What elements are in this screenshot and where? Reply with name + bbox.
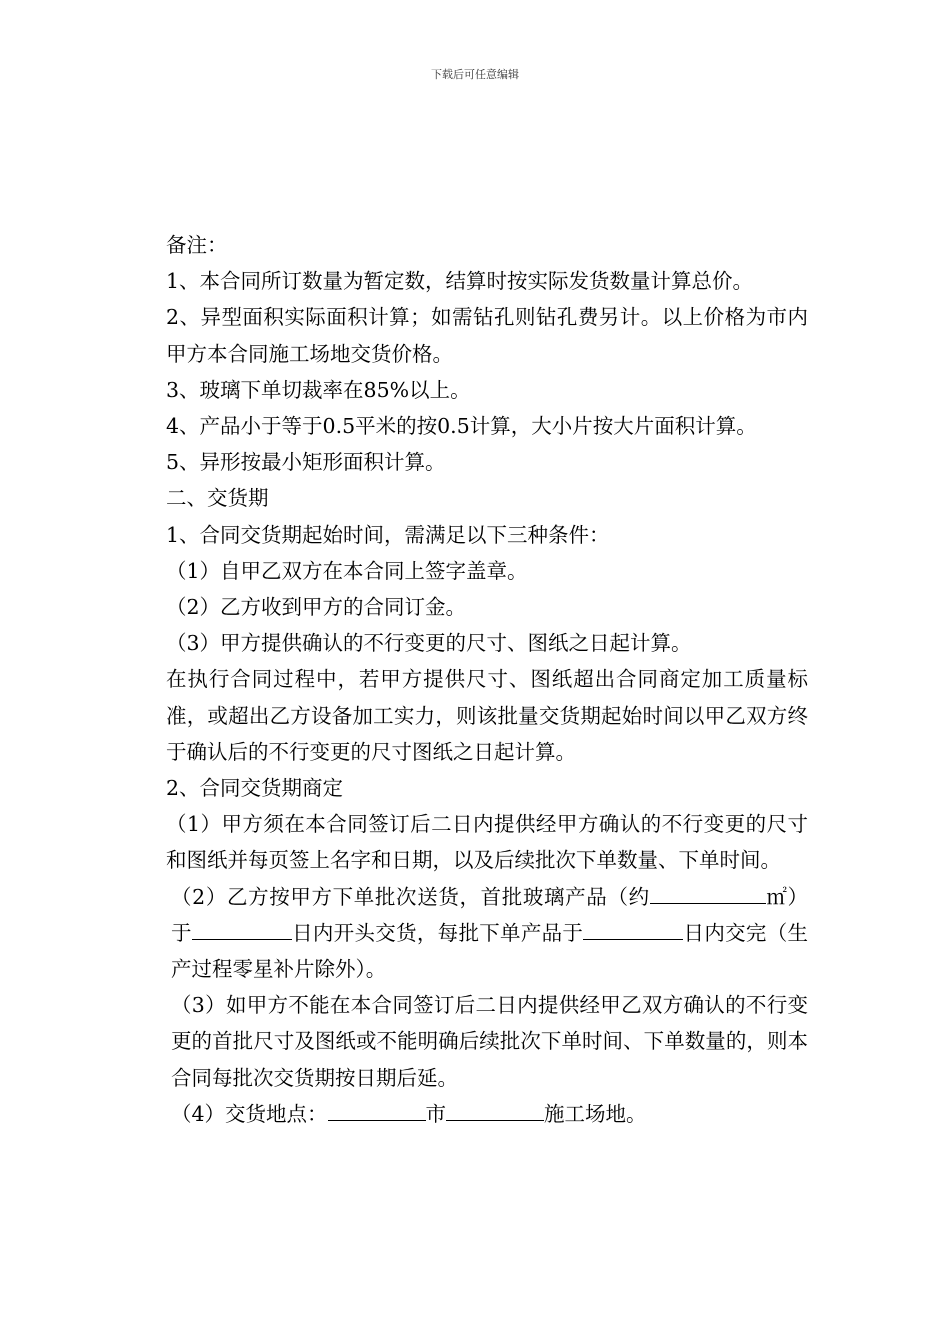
clause-2-item-4-part-a: （4）交货地点： bbox=[171, 1101, 328, 1126]
clause-1: 1、合同交货期起始时间，需满足以下三种条件： bbox=[166, 522, 610, 547]
blank-site[interactable] bbox=[446, 1100, 544, 1121]
clause-2-item-4-part-c: 施工场地。 bbox=[544, 1101, 647, 1126]
remark-3: 3、玻璃下单切裁率在85%以上。 bbox=[166, 377, 471, 402]
clause-2-item-1: （1）甲方须在本合同签订后二日内提供经甲方确认的不行变更的尺寸和图纸并每页签上名字和日期，以及后续批次下单数量、下单时间。 bbox=[166, 812, 808, 873]
clause-2-item-4-part-b: 市 bbox=[425, 1101, 447, 1126]
clause-1-item-2: （2）乙方收到甲方的合同订金。 bbox=[166, 595, 467, 620]
section-2-title: 二、交货期 bbox=[166, 486, 269, 511]
clause-2-item-2-part-c: 日内开头交货，每批下单产品于 bbox=[291, 920, 584, 945]
clause-2-item-2-part-b: ㎡）于 bbox=[171, 884, 808, 945]
clause-2-item-2-part-a: （2）乙方按甲方下单批次送货，首批玻璃产品（约 bbox=[171, 884, 650, 909]
clause-2-item-2 bbox=[144, 879, 808, 988]
blank-start-days[interactable] bbox=[192, 919, 292, 940]
clause-2-item-3: （3）如甲方不能在本合同签订后二日内提供经甲乙双方确认的不行变更的首批尺寸及图纸或不能明确后续批次下单时间、下单数量的，则本合同每批次交货期按日期后延。 bbox=[171, 993, 808, 1090]
page-header: 下载后可任意编辑 bbox=[431, 68, 519, 81]
clause-2-item-2-part-d: 日内交完（生产过程零星补片除外）。 bbox=[171, 920, 809, 982]
blank-area[interactable] bbox=[650, 883, 766, 904]
clause-2: 2、合同交货期商定 bbox=[166, 776, 344, 801]
clause-1-item-1: （1）自甲乙双方在本合同上签字盖章。 bbox=[166, 558, 528, 583]
blank-city[interactable] bbox=[328, 1100, 426, 1121]
remark-2: 2、异型面积实际面积计算；如需钻孔则钻孔费另计。以上价格为市内甲方本合同施工场地交货价格。 bbox=[166, 305, 808, 366]
blank-batch-days[interactable] bbox=[583, 919, 683, 940]
clause-2-item-4 bbox=[144, 1096, 808, 1132]
document-body bbox=[144, 227, 808, 1132]
clause-1-item-3: （3）甲方提供确认的不行变更的尺寸、图纸之日起计算。 bbox=[166, 631, 692, 656]
remarks-title: 备注： bbox=[166, 233, 228, 257]
remark-1: 1、本合同所订数量为暂定数，结算时按实际发货数量计算总价。 bbox=[166, 269, 754, 294]
clause-1-paragraph: 在执行合同过程中，若甲方提供尺寸、图纸超出合同商定加工质量标准，或超出乙方设备加工实力，则该批量交货期起始时间以甲乙双方终于确认后的不行变更的尺寸图纸之日起计算。 bbox=[166, 667, 808, 764]
remark-5: 5、异形按最小矩形面积计算。 bbox=[166, 450, 446, 475]
remark-4: 4、产品小于等于0.5平米的按0.5计算，大小片按大片面积计算。 bbox=[166, 414, 757, 439]
